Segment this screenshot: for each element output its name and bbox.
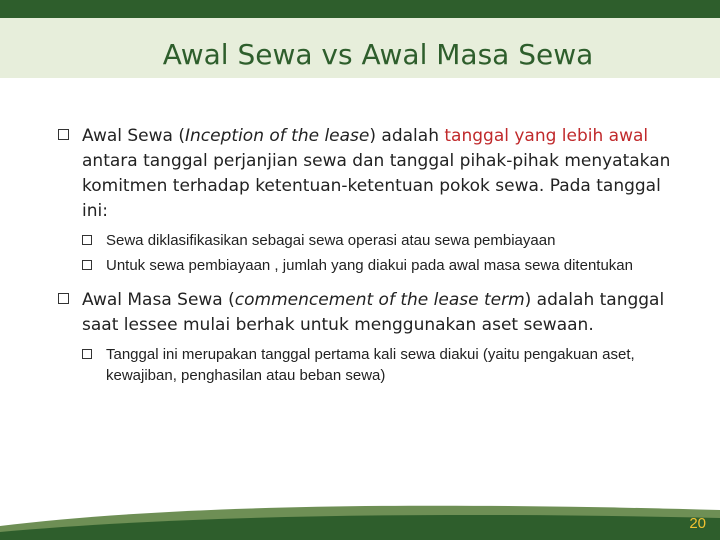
checkbox-bullet-icon [82, 349, 92, 359]
checkbox-bullet-icon [82, 260, 92, 270]
slide-title: Awal Sewa vs Awal Masa Sewa [162, 38, 594, 71]
footer-wave [0, 496, 720, 540]
sub-list [58, 230, 688, 276]
term-english: Inception of the lease [185, 126, 370, 146]
page-number: 20 [689, 515, 706, 532]
sub-bullet: Untuk sewa pembiayaan , jumlah yang diakui pada awal masa sewa ditentukan [58, 255, 688, 276]
bullet-awal-sewa: Awal Sewa (Inception of the lease) adalah tanggal yang lebih awal antara tanggal perjanjian sewa dan tanggal pihak-pihak menyatakan komitmen terhadap ketentuan-ketentuan pokok sewa. Pada tanggal ini: [58, 124, 688, 224]
term: Awal Masa Sewa [82, 290, 223, 310]
checkbox-bullet-icon [58, 293, 69, 304]
sub-bullet: Tanggal ini merupakan tanggal pertama kali sewa diakui (yaitu pengakuan aset, kewajiban, penghasilan atau beban sewa) [58, 344, 688, 386]
checkbox-bullet-icon [82, 235, 92, 245]
highlight-text: tanggal yang lebih awal [444, 126, 649, 146]
bullet-awal-masa-sewa: Awal Masa Sewa (commencement of the lease term) adalah tanggal saat lessee mulai berhak untuk menggunakan aset sewaan. [58, 288, 688, 338]
term: Awal Sewa [82, 126, 173, 146]
sub-list [58, 344, 688, 386]
checkbox-bullet-icon [58, 129, 69, 140]
sub-bullet: Sewa diklasifikasikan sebagai sewa operasi atau sewa pembiayaan [58, 230, 688, 251]
term-english: commencement of the lease term [234, 290, 525, 310]
top-accent-bar [0, 0, 720, 18]
slide-content [58, 124, 688, 398]
